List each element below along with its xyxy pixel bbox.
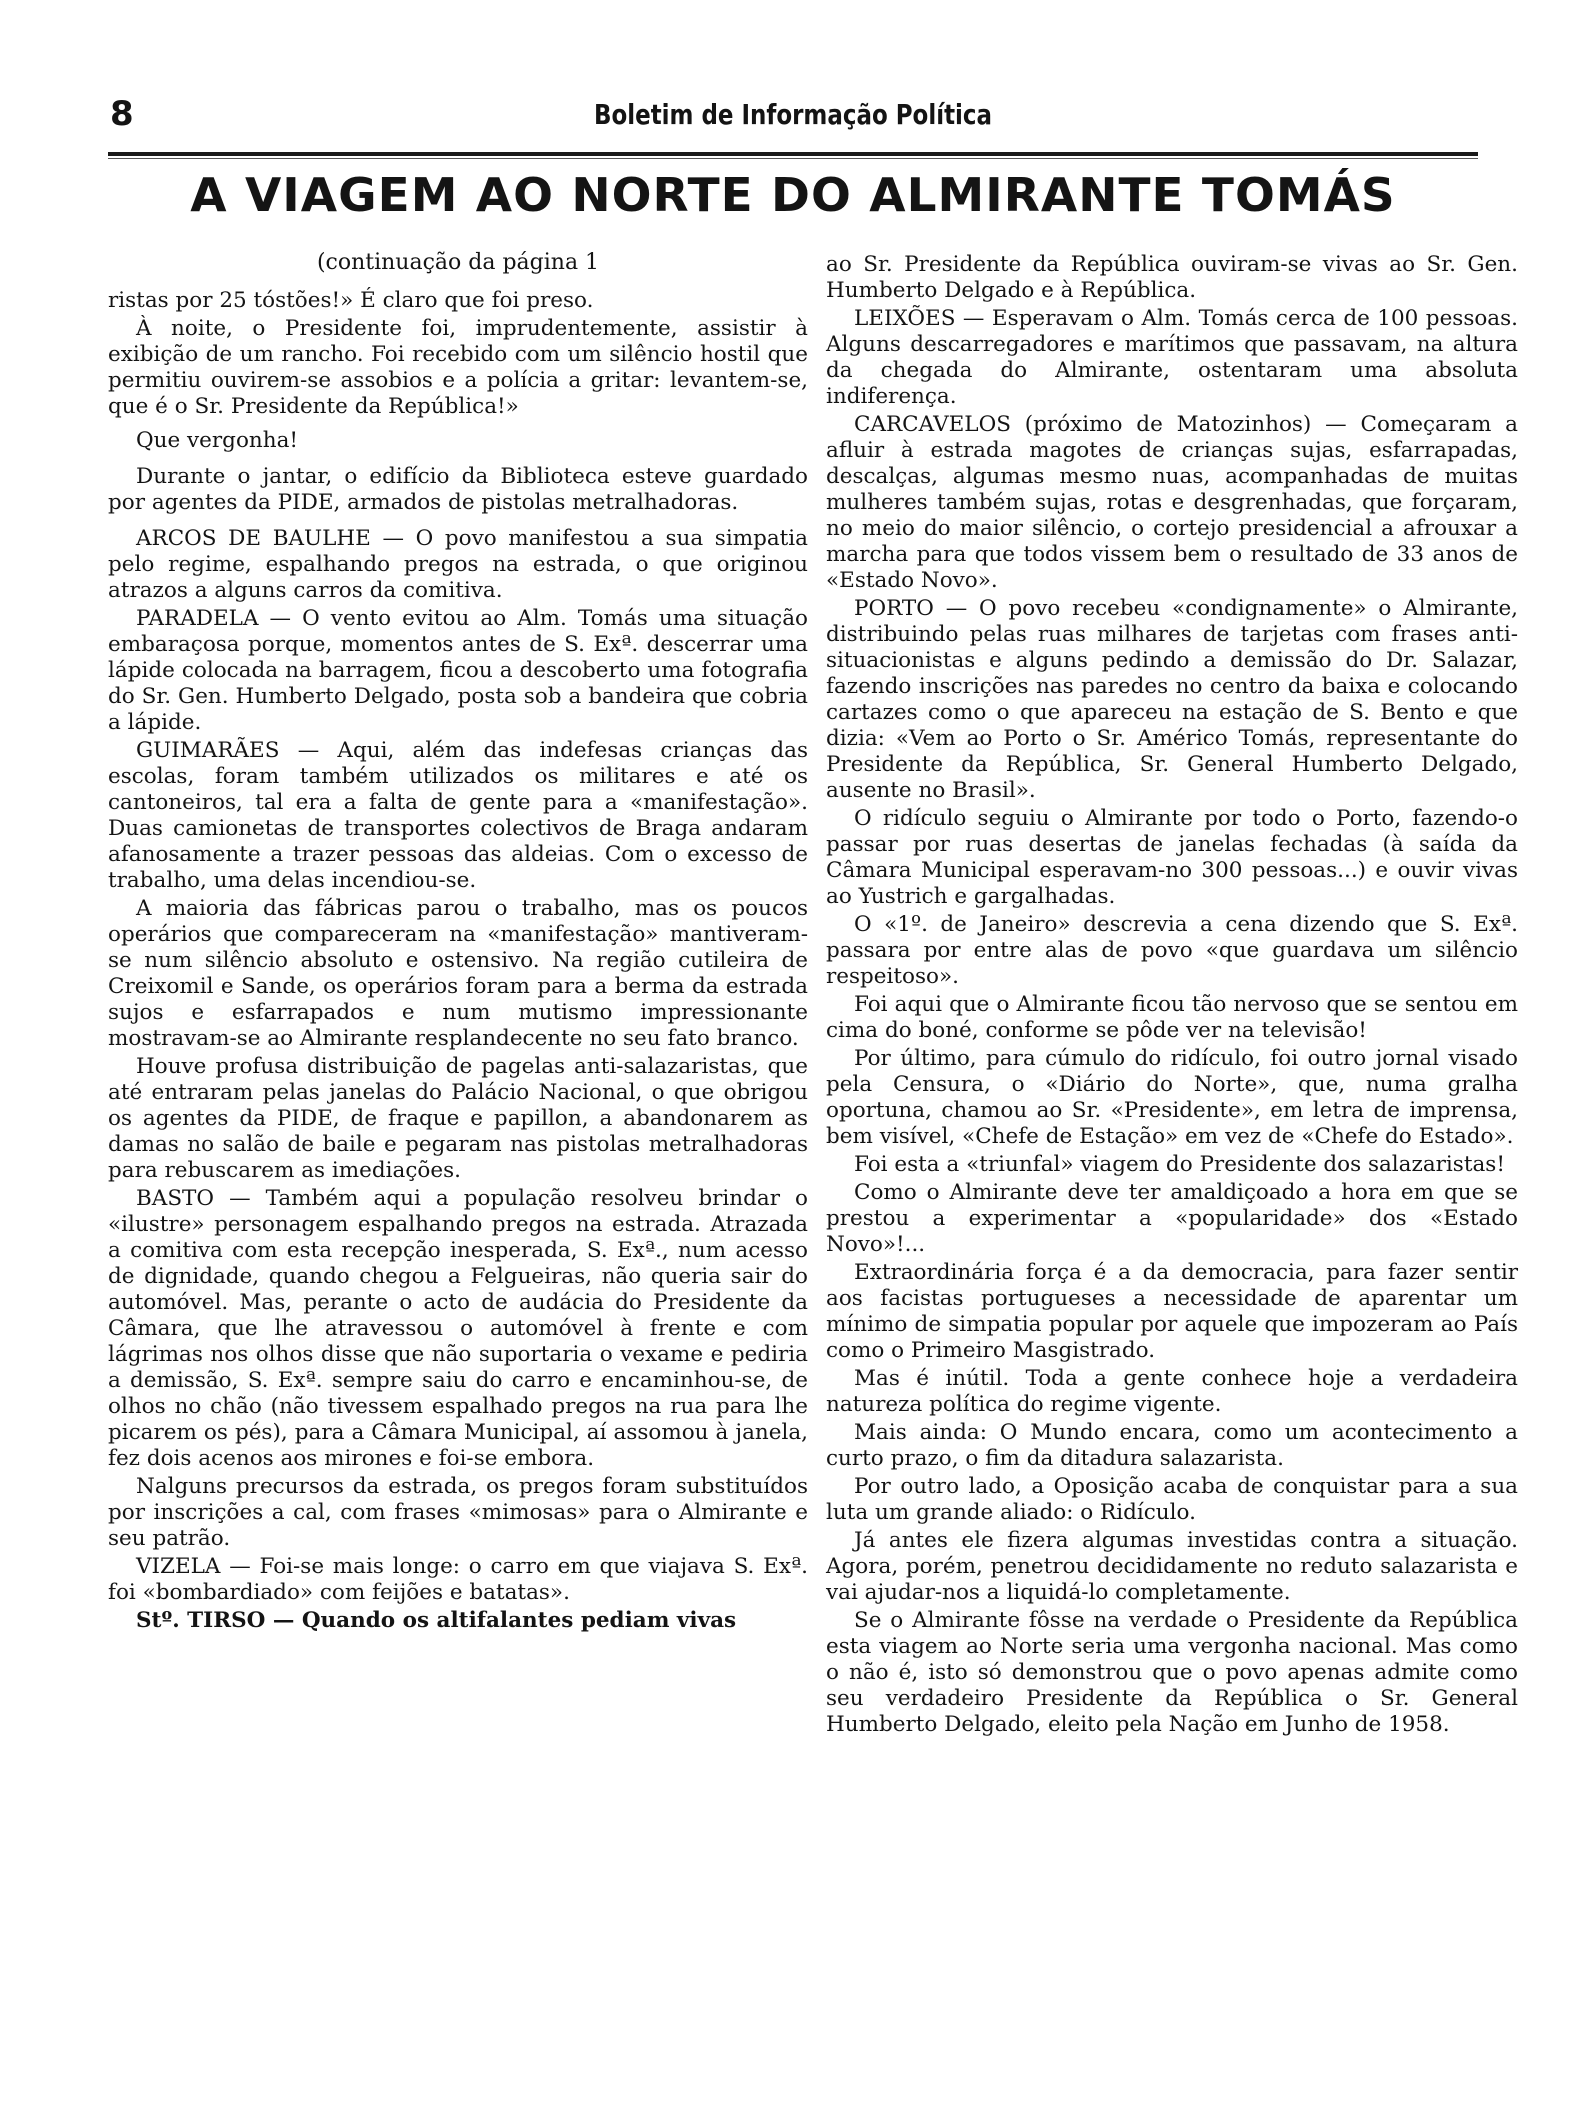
paragraph-santo-tirso: Stº. TIRSO — Quando os altifalantes pediam vivas <box>136 1608 737 1633</box>
header-rule-thin <box>108 158 1478 159</box>
paragraph: Houve profusa distribuição de pagelas anti-salazaristas, que até entraram pelas janelas do Palácio Nacional, o que obrigou os agentes da PIDE, de fraque e papillon, a abandonarem as damas no salão de baile e pegaram nas pistolas metralhadoras para rebuscarem as imediações. <box>108 1054 808 1183</box>
right-column <box>826 252 1518 1740</box>
running-head <box>110 94 1476 138</box>
paragraph-paradela: PARADELA — O vento evitou ao Alm. Tomás uma situação embaraçosa porque, momentos antes de S. Exª. descerrar uma lápide colocada na barragem, ficou a descoberto uma fotografia do Sr. Gen. Humberto Delgado, posta sob a bandeira que cobria a lápide. <box>108 606 808 735</box>
paragraph-leixoes: LEIXÕES — Esperavam o Alm. Tomás cerca de 100 pessoas. Alguns descarregadores e marítimos que passavam, na altura da chegada do Almirante, ostentaram uma absoluta indiferença. <box>826 306 1518 409</box>
paragraph-carcavelos: CARCAVELOS (próximo de Matozinhos) — Começaram a afluir à estrada magotes de crianças sujas, esfarrapadas, descalças, algumas mesmo nuas, acompanhadas de muitas mulheres também sujas, rotas e desgrenhadas, que forçaram, no meio do maior silêncio, o cortejo presidencial a afrouxar a marcha para que todos vissem bem o resultado de 33 anos de «Estado Novo». <box>826 412 1518 593</box>
paragraph: Por outro lado, a Oposição acaba de conquistar para a sua luta um grande aliado: o Ridículo. <box>826 1474 1518 1525</box>
paragraph: O «1º. de Janeiro» descrevia a cena dizendo que S. Exª. passara por entre alas de povo «que guardava um silêncio respeitoso». <box>826 912 1518 989</box>
paragraph: À noite, o Presidente foi, imprudentemente, assistir à exibição de um rancho. Foi recebido com um silêncio hostil que permitiu ouvirem-se assobios e a polícia a gritar: levantem-se, que é o Sr. Presidente da República!» <box>108 316 808 419</box>
article-headline: A VIAGEM AO NORTE DO ALMIRANTE TOMÁS <box>190 168 1396 222</box>
paragraph-basto: BASTO — Também aqui a população resolveu brindar o «ilustre» personagem espalhando pregos na estrada. Atrazada a comitiva com esta recepção inesperada, S. Exª., num acesso de dignidade, quando chegou a Felgueiras, não queria sair do automóvel. Mas, perante o acto de audácia do Presidente da Câmara, que lhe atravessou o automóvel à frente e com lágrimas nos olhos disse que não suportaria o vexame e pediria a demissão, S. Exª. sempre saiu do carro e encaminhou-se, de olhos no chão (não tivessem espalhado pregos na rua para lhe picarem os pés), para a Câmara Municipal, aí assomou à janela, fez dois acenos aos mirones e foi-se embora. <box>108 1186 808 1471</box>
paragraph: Mas é inútil. Toda a gente conhece hoje a verdadeira natureza política do regime vigente. <box>826 1366 1518 1417</box>
paragraph: ristas por 25 tóstões!» É claro que foi preso. <box>108 288 594 313</box>
paragraph: Foi aqui que o Almirante ficou tão nervoso que se sentou em cima do boné, conforme se pôde ver na televisão! <box>826 992 1518 1043</box>
paragraph-porto: PORTO — O povo recebeu «condignamente» o Almirante, distribuindo pelas ruas milhares de tarjetas com frases anti-situacionistas e alguns pedindo a demissão do Dr. Salazar, fazendo inscrições nas paredes no centro da baixa e colocando cartazes como o que apareceu na estação de S. Bento e que dizia: «Vem ao Porto o Sr. Américo Tomás, representante do Presidente da República, Sr. General Humberto Delgado, ausente no Brasil». <box>826 596 1518 803</box>
header-rule <box>108 152 1478 156</box>
paragraph: Nalguns precursos da estrada, os pregos foram substituídos por inscrições a cal, com frases «mimosas» para o Almirante e seu patrão. <box>108 1474 808 1551</box>
paragraph: Já antes ele fizera algumas investidas contra a situação. Agora, porém, penetrou decididamente no reduto salazarista e vai ajudar-nos a liquidá-lo completamente. <box>826 1528 1518 1605</box>
paragraph: Por último, para cúmulo do ridículo, foi outro jornal visado pela Censura, o «Diário do Norte», que, numa gralha oportuna, chamou ao Sr. «Presidente», em letra de imprensa, bem visível, «Chefe de Estação» em vez de «Chefe do Estado». <box>826 1046 1518 1149</box>
paragraph: O ridículo seguiu o Almirante por todo o Porto, fazendo-o passar por ruas desertas de janelas fechadas (à saída da Câmara Municipal esperavam-no 300 pessoas...) e ouvir vivas ao Yustrich e gargalhadas. <box>826 806 1518 909</box>
paragraph: Foi esta a «triunfal» viagem do Presidente dos salazaristas! <box>854 1152 1505 1177</box>
paragraph: Como o Almirante deve ter amaldiçoado a hora em que se prestou a experimentar a «popularidade» dos «Estado Novo»!... <box>826 1180 1518 1257</box>
left-column <box>108 250 808 1636</box>
paragraph: Extraordinária força é a da democracia, para fazer sentir aos facistas portugueses a necessidade de aparentar um mínimo de simpatia popular por aquele que impozeram ao País como o Primeiro Masgistrado. <box>826 1260 1518 1363</box>
paragraph-vizela: VIZELA — Foi-se mais longe: o carro em que viajava S. Exª. foi «bombardiado» com feijões e batatas». <box>108 1554 808 1605</box>
paragraph: Durante o jantar, o edifício da Biblioteca esteve guardado por agentes da PIDE, armados de pistolas metralhadoras. <box>108 464 808 515</box>
paragraph: Que vergonha! <box>136 428 299 453</box>
paragraph-closing: Se o Almirante fôsse na verdade o Presidente da República esta viagem ao Norte seria uma vergonha nacional. Mas como o não é, isto só demonstrou que o povo apenas admite como seu verdadeiro Presidente da República o Sr. General Humberto Delgado, eleito pela Nação em Junho de 1958. <box>826 1608 1518 1737</box>
paragraph: ao Sr. Presidente da República ouviram-se vivas ao Sr. Gen. Humberto Delgado e à República. <box>826 252 1518 303</box>
paragraph-arcos-de-baulhe: ARCOS DE BAULHE — O povo manifestou a sua simpatia pelo regime, espalhando pregos na estrada, o que originou atrazos a alguns carros da comitiva. <box>108 526 808 603</box>
page-number: 8 <box>110 94 134 134</box>
continuation-note: (continuação da página 1 <box>316 250 600 275</box>
paragraph: A maioria das fábricas parou o trabalho, mas os poucos operários que compareceram na «manifestação» mantiveram-se num silêncio absoluto e ostensivo. Na região cutileira de Creixomil e Sande, os operários foram para a berma da estrada sujos e esfarrapados e num mutismo impressionante mostravam-se ao Almirante resplandecente no seu fato branco. <box>108 896 808 1051</box>
paragraph-guimaraes: GUIMARÃES — Aqui, além das indefesas crianças das escolas, foram também utilizados os militares e até os cantoneiros, tal era a falta de gente para a «manifestação». Duas camionetas de transportes colectivos de Braga andaram afanosamente a trazer pessoas das aldeias. Com o excesso de trabalho, uma delas incendiou-se. <box>108 738 808 893</box>
publication-title: Boletim de Informação Política <box>593 98 993 131</box>
paragraph: Mais ainda: O Mundo encara, como um acontecimento a curto prazo, o fim da ditadura salazarista. <box>826 1420 1518 1471</box>
